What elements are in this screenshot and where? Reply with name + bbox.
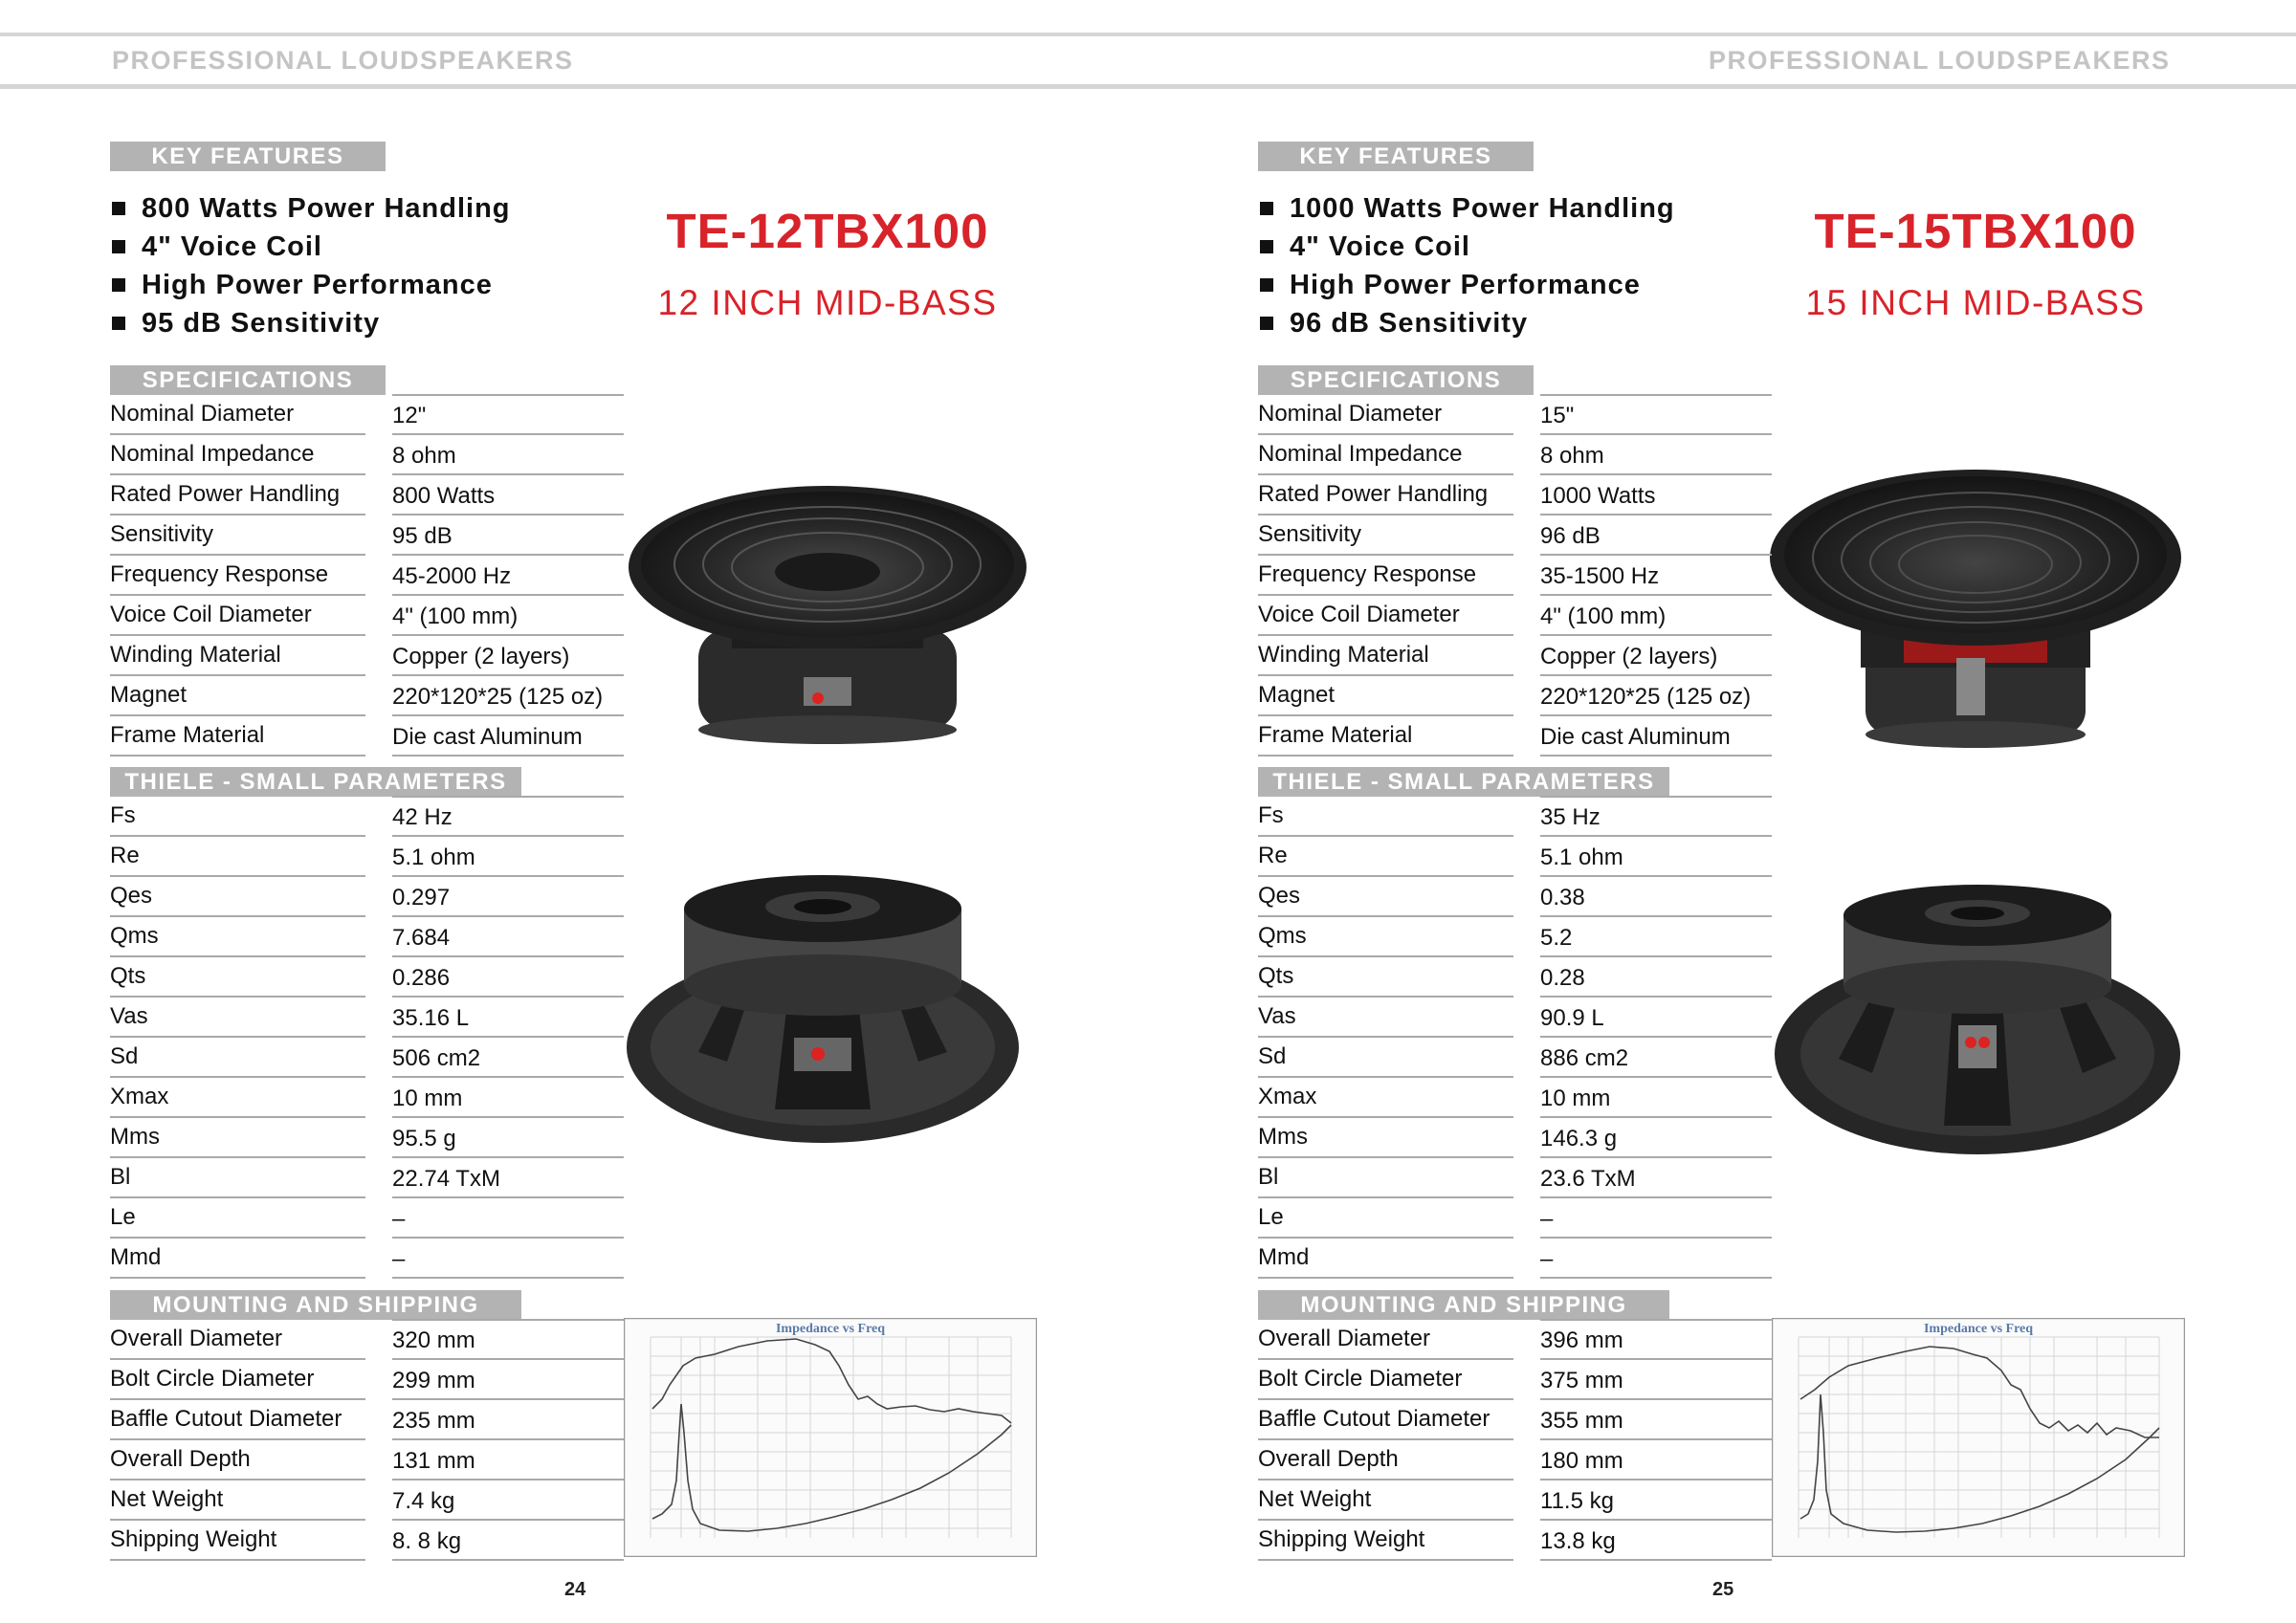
- table-row-label: Mms: [1258, 1124, 1308, 1150]
- table-row-value: 299 mm: [392, 1368, 475, 1393]
- header-right-title: PROFESSIONAL LOUDSPEAKERS: [1709, 46, 2171, 75]
- row-divider: [1540, 514, 1772, 515]
- graph-title: Impedance vs Freq: [1923, 1322, 2034, 1336]
- table-row-value: 5.2: [1540, 925, 1573, 951]
- table-row-label: Re: [110, 843, 140, 868]
- table-row-label: Rated Power Handling: [1258, 481, 1489, 507]
- table-row-value: 0.286: [392, 965, 451, 991]
- row-divider: [392, 1398, 624, 1400]
- bullet-icon: [1260, 278, 1273, 292]
- table-row-value: 0.38: [1540, 885, 1585, 910]
- row-divider: [110, 674, 365, 676]
- table-row-label: Xmax: [1258, 1084, 1317, 1109]
- row-divider: [1540, 1156, 1772, 1158]
- row-divider: [1540, 835, 1772, 837]
- features-list: [110, 189, 646, 342]
- row-divider: [1540, 1559, 1772, 1561]
- table-row-label: Qes: [110, 883, 153, 909]
- table-row-value: 35 Hz: [1540, 804, 1601, 830]
- table-row-label: Qts: [110, 963, 146, 989]
- table-row-value: 0.297: [392, 885, 451, 910]
- row-divider: [110, 875, 365, 877]
- row-divider: [1540, 875, 1772, 877]
- row-divider: [1258, 433, 1513, 435]
- row-divider: [1540, 1116, 1772, 1118]
- row-divider: [1540, 1277, 1772, 1279]
- table-row-label: Bolt Circle Diameter: [110, 1366, 315, 1392]
- table-row-label: Fs: [110, 802, 136, 828]
- table-row-label: Frame Material: [1258, 722, 1413, 748]
- row-divider: [110, 1076, 365, 1078]
- row-divider: [392, 755, 624, 757]
- table-row-label: Qts: [1258, 963, 1294, 989]
- table-row-value: 8 ohm: [392, 443, 456, 469]
- row-divider: [1540, 1398, 1772, 1400]
- impedance-graph: [624, 1318, 1037, 1557]
- row-divider: [1540, 1519, 1772, 1521]
- page-right: [1148, 0, 2296, 1623]
- row-divider: [1258, 514, 1513, 515]
- model-title: TE-12TBX100: [666, 204, 989, 258]
- table-row-label: Sd: [1258, 1043, 1287, 1069]
- table-row-label: Qes: [1258, 883, 1301, 909]
- feature-item: 4" Voice Coil: [110, 228, 646, 266]
- table-row-value: 35-1500 Hz: [1540, 563, 1660, 589]
- table-row-label: Winding Material: [1258, 642, 1429, 668]
- row-divider: [1540, 1438, 1772, 1440]
- row-divider: [392, 433, 624, 435]
- row-divider: [392, 473, 624, 475]
- table-row-value: 11.5 kg: [1540, 1488, 1614, 1514]
- row-divider: [1540, 1196, 1772, 1198]
- row-divider: [110, 1479, 365, 1480]
- bullet-icon: [112, 240, 125, 253]
- table-row-value: 7.4 kg: [392, 1488, 455, 1514]
- table-row-label: Net Weight: [1258, 1486, 1372, 1512]
- table-row-label: Qms: [1258, 923, 1307, 949]
- row-divider: [1258, 1116, 1513, 1118]
- bullet-icon: [112, 278, 125, 292]
- table-row-label: Nominal Diameter: [1258, 401, 1443, 427]
- row-divider: [110, 1559, 365, 1561]
- table-row-label: Mms: [110, 1124, 160, 1150]
- mounting-label: MOUNTING AND SHIPPING: [1258, 1290, 1669, 1320]
- table-row-value: 320 mm: [392, 1327, 475, 1353]
- table-row-label: Magnet: [110, 682, 188, 708]
- table-row-value: 1000 Watts: [1540, 483, 1656, 509]
- bullet-icon: [112, 202, 125, 215]
- row-divider: [1540, 634, 1772, 636]
- table-row-label: Re: [1258, 843, 1288, 868]
- row-divider: [1540, 1358, 1772, 1360]
- thiele-label: THIELE - SMALL PARAMETERS: [1258, 767, 1669, 797]
- row-divider: [110, 996, 365, 998]
- table-row-label: Bl: [110, 1164, 131, 1190]
- row-divider: [392, 835, 624, 837]
- row-divider: [110, 473, 365, 475]
- table-row-value: 10 mm: [392, 1086, 463, 1111]
- row-divider: [1258, 1479, 1513, 1480]
- table-row-label: Mmd: [110, 1244, 162, 1270]
- row-divider: [1258, 915, 1513, 917]
- row-divider: [1258, 1398, 1513, 1400]
- table-row-value: 95.5 g: [392, 1126, 456, 1151]
- row-divider: [392, 1196, 624, 1198]
- row-divider: [392, 394, 624, 396]
- row-divider: [1258, 955, 1513, 957]
- table-row-value: –: [392, 1246, 406, 1272]
- row-divider: [392, 1116, 624, 1118]
- row-divider: [392, 955, 624, 957]
- feature-item: 4" Voice Coil: [1258, 228, 1794, 266]
- table-row-value: 800 Watts: [392, 483, 496, 509]
- table-row-value: 355 mm: [1540, 1408, 1623, 1434]
- table-row-value: –: [1540, 1246, 1554, 1272]
- row-divider: [392, 1479, 624, 1480]
- model-title: TE-15TBX100: [1814, 204, 2137, 258]
- table-row-value: Copper (2 layers): [392, 644, 570, 669]
- table-row-value: 15": [1540, 403, 1575, 428]
- table-row-value: 375 mm: [1540, 1368, 1623, 1393]
- row-divider: [1540, 594, 1772, 596]
- table-row-label: Bolt Circle Diameter: [1258, 1366, 1463, 1392]
- table-row-label: Winding Material: [110, 642, 281, 668]
- row-divider: [110, 1156, 365, 1158]
- table-row-label: Bl: [1258, 1164, 1279, 1190]
- row-divider: [1540, 796, 1772, 798]
- table-row-value: 5.1 ohm: [392, 844, 475, 870]
- row-divider: [392, 1076, 624, 1078]
- table-row-value: 23.6 TxM: [1540, 1166, 1636, 1192]
- table-row-label: Voice Coil Diameter: [110, 602, 312, 627]
- row-divider: [392, 1519, 624, 1521]
- row-divider: [1540, 674, 1772, 676]
- row-divider: [110, 554, 365, 556]
- row-divider: [1540, 1036, 1772, 1038]
- table-row-label: Overall Diameter: [1258, 1326, 1431, 1351]
- table-row-label: Frequency Response: [110, 561, 329, 587]
- header-left-title: PROFESSIONAL LOUDSPEAKERS: [112, 46, 574, 75]
- table-row-value: 235 mm: [392, 1408, 475, 1434]
- impedance-graph: [1772, 1318, 2185, 1557]
- row-divider: [110, 1196, 365, 1198]
- feature-item: 95 dB Sensitivity: [110, 304, 646, 342]
- speaker-front-image: [1770, 467, 2181, 754]
- speaker-rear-image: [622, 870, 1024, 1148]
- mounting-label: MOUNTING AND SHIPPING: [110, 1290, 521, 1320]
- key-features-label: KEY FEATURES: [1258, 142, 1534, 171]
- table-row-value: 146.3 g: [1540, 1126, 1618, 1151]
- row-divider: [1258, 674, 1513, 676]
- table-row-value: 12": [392, 403, 427, 428]
- row-divider: [1540, 1237, 1772, 1239]
- row-divider: [1258, 1277, 1513, 1279]
- table-row-label: Le: [110, 1204, 136, 1230]
- row-divider: [1540, 955, 1772, 957]
- feature-item: High Power Performance: [1258, 266, 1794, 304]
- row-divider: [110, 1116, 365, 1118]
- table-row-value: 131 mm: [392, 1448, 475, 1474]
- model-subtitle: 15 INCH MID-BASS: [1805, 283, 2146, 322]
- row-divider: [1258, 554, 1513, 556]
- table-row-value: Die cast Aluminum: [392, 724, 583, 750]
- table-row-label: Magnet: [1258, 682, 1336, 708]
- row-divider: [1540, 433, 1772, 435]
- row-divider: [110, 634, 365, 636]
- table-row-value: Die cast Aluminum: [1540, 724, 1731, 750]
- row-divider: [392, 1036, 624, 1038]
- table-row-label: Le: [1258, 1204, 1284, 1230]
- thiele-label: THIELE - SMALL PARAMETERS: [110, 767, 521, 797]
- row-divider: [392, 554, 624, 556]
- table-row-value: 10 mm: [1540, 1086, 1611, 1111]
- table-row-label: Frame Material: [110, 722, 265, 748]
- table-row-label: Rated Power Handling: [110, 481, 341, 507]
- row-divider: [110, 955, 365, 957]
- row-divider: [1258, 1559, 1513, 1561]
- specifications-label: SPECIFICATIONS: [110, 365, 386, 395]
- row-divider: [110, 1036, 365, 1038]
- row-divider: [392, 714, 624, 716]
- row-divider: [1258, 594, 1513, 596]
- row-divider: [392, 634, 624, 636]
- table-row-label: Nominal Diameter: [110, 401, 295, 427]
- table-row-value: 35.16 L: [392, 1005, 470, 1031]
- table-row-value: 8. 8 kg: [392, 1528, 462, 1554]
- row-divider: [110, 1519, 365, 1521]
- row-divider: [110, 594, 365, 596]
- row-divider: [392, 875, 624, 877]
- row-divider: [110, 714, 365, 716]
- row-divider: [110, 1358, 365, 1360]
- bullet-icon: [1260, 202, 1273, 215]
- row-divider: [1258, 473, 1513, 475]
- table-row-value: 8 ohm: [1540, 443, 1604, 469]
- row-divider: [392, 594, 624, 596]
- row-divider: [110, 1438, 365, 1440]
- table-row-label: Baffle Cutout Diameter: [1258, 1406, 1490, 1432]
- row-divider: [110, 835, 365, 837]
- row-divider: [110, 755, 365, 757]
- row-divider: [1258, 634, 1513, 636]
- row-divider: [1540, 554, 1772, 556]
- row-divider: [1258, 1036, 1513, 1038]
- table-row-value: 42 Hz: [392, 804, 453, 830]
- table-row-value: –: [1540, 1206, 1554, 1232]
- table-row-label: Xmax: [110, 1084, 169, 1109]
- table-row-value: 886 cm2: [1540, 1045, 1629, 1071]
- row-divider: [1258, 755, 1513, 757]
- table-row-value: 220*120*25 (125 oz): [392, 684, 604, 710]
- row-divider: [392, 996, 624, 998]
- specifications-label: SPECIFICATIONS: [1258, 365, 1534, 395]
- table-row-label: Sd: [110, 1043, 139, 1069]
- row-divider: [1540, 1076, 1772, 1078]
- table-row-value: 396 mm: [1540, 1327, 1623, 1353]
- row-divider: [110, 915, 365, 917]
- row-divider: [1258, 714, 1513, 716]
- key-features-label: KEY FEATURES: [110, 142, 386, 171]
- row-divider: [1258, 1076, 1513, 1078]
- page-number: 24: [564, 1579, 586, 1600]
- row-divider: [1540, 1319, 1772, 1321]
- table-row-value: 0.28: [1540, 965, 1585, 991]
- table-row-value: 95 dB: [392, 523, 453, 549]
- table-row-label: Overall Depth: [110, 1446, 251, 1472]
- row-divider: [1258, 1237, 1513, 1239]
- row-divider: [1540, 1479, 1772, 1480]
- table-row-label: Nominal Impedance: [1258, 441, 1463, 467]
- table-row-value: 180 mm: [1540, 1448, 1623, 1474]
- table-row-value: –: [392, 1206, 406, 1232]
- row-divider: [1258, 1519, 1513, 1521]
- row-divider: [110, 1237, 365, 1239]
- row-divider: [1258, 1438, 1513, 1440]
- table-row-value: 45-2000 Hz: [392, 563, 512, 589]
- row-divider: [392, 796, 624, 798]
- row-divider: [392, 1559, 624, 1561]
- table-row-label: Shipping Weight: [110, 1526, 277, 1552]
- row-divider: [1540, 394, 1772, 396]
- row-divider: [392, 514, 624, 515]
- table-row-value: 22.74 TxM: [392, 1166, 500, 1192]
- model-subtitle: 12 INCH MID-BASS: [657, 283, 998, 322]
- row-divider: [110, 1398, 365, 1400]
- table-row-value: 5.1 ohm: [1540, 844, 1623, 870]
- table-row-value: 13.8 kg: [1540, 1528, 1616, 1554]
- table-row-label: Qms: [110, 923, 159, 949]
- table-row-label: Sensitivity: [1258, 521, 1362, 547]
- table-row-label: Sensitivity: [110, 521, 214, 547]
- row-divider: [1258, 875, 1513, 877]
- row-divider: [1258, 1196, 1513, 1198]
- speaker-front-image: [627, 476, 1028, 744]
- features-list: [1258, 189, 1794, 342]
- row-divider: [110, 1277, 365, 1279]
- table-row-value: 7.684: [392, 925, 451, 951]
- row-divider: [1258, 1156, 1513, 1158]
- row-divider: [110, 514, 365, 515]
- table-row-label: Net Weight: [110, 1486, 224, 1512]
- row-divider: [392, 674, 624, 676]
- row-divider: [1258, 996, 1513, 998]
- table-row-label: Overall Depth: [1258, 1446, 1399, 1472]
- bullet-icon: [1260, 240, 1273, 253]
- row-divider: [1540, 473, 1772, 475]
- table-row-label: Mmd: [1258, 1244, 1310, 1270]
- row-divider: [392, 1319, 624, 1321]
- graph-title: Impedance vs Freq: [775, 1322, 886, 1336]
- table-row-value: Copper (2 layers): [1540, 644, 1718, 669]
- bullet-icon: [112, 317, 125, 330]
- row-divider: [392, 1156, 624, 1158]
- row-divider: [1258, 1358, 1513, 1360]
- table-row-label: Shipping Weight: [1258, 1526, 1425, 1552]
- table-row-label: Overall Diameter: [110, 1326, 283, 1351]
- row-divider: [1540, 714, 1772, 716]
- feature-item: High Power Performance: [110, 266, 646, 304]
- feature-item: 800 Watts Power Handling: [110, 189, 646, 228]
- row-divider: [1540, 915, 1772, 917]
- table-row-label: Frequency Response: [1258, 561, 1477, 587]
- row-divider: [1540, 996, 1772, 998]
- table-row-label: Nominal Impedance: [110, 441, 315, 467]
- table-row-value: 220*120*25 (125 oz): [1540, 684, 1752, 710]
- row-divider: [392, 1358, 624, 1360]
- row-divider: [1258, 835, 1513, 837]
- table-row-label: Vas: [1258, 1003, 1296, 1029]
- table-row-value: 96 dB: [1540, 523, 1601, 549]
- feature-item: 1000 Watts Power Handling: [1258, 189, 1794, 228]
- feature-item: 96 dB Sensitivity: [1258, 304, 1794, 342]
- row-divider: [392, 1277, 624, 1279]
- bullet-icon: [1260, 317, 1273, 330]
- speaker-rear-image: [1772, 882, 2183, 1159]
- table-row-label: Baffle Cutout Diameter: [110, 1406, 342, 1432]
- page-number: 25: [1712, 1579, 1734, 1600]
- row-divider: [392, 915, 624, 917]
- table-row-value: 4" (100 mm): [1540, 603, 1667, 629]
- table-row-value: 506 cm2: [392, 1045, 481, 1071]
- table-row-label: Voice Coil Diameter: [1258, 602, 1460, 627]
- table-row-value: 4" (100 mm): [392, 603, 519, 629]
- table-row-label: Vas: [110, 1003, 148, 1029]
- table-row-label: Fs: [1258, 802, 1284, 828]
- row-divider: [1540, 755, 1772, 757]
- row-divider: [392, 1438, 624, 1440]
- table-row-value: 90.9 L: [1540, 1005, 1604, 1031]
- row-divider: [392, 1237, 624, 1239]
- row-divider: [110, 433, 365, 435]
